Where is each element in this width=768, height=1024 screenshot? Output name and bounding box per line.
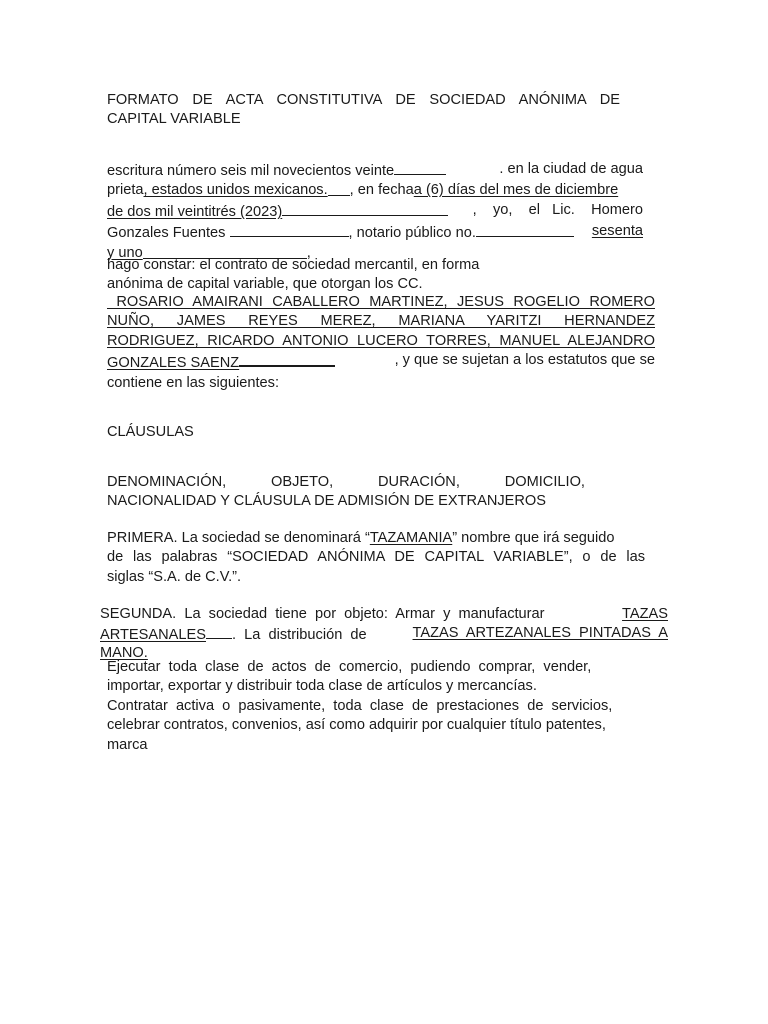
product-name: TAZAS <box>622 606 668 622</box>
consta-line: anónima de capital variable, que otorgan los CC. <box>107 276 423 293</box>
blank-notary-number <box>476 222 574 237</box>
blank-otorgantes <box>239 351 335 367</box>
product-description: MANO. <box>100 644 148 661</box>
intro-text: . en la ciudad de agua <box>499 161 643 177</box>
otorgantes-names: GONZALES SAENZ <box>107 355 240 372</box>
title-line-2: CAPITAL VARIABLE <box>107 111 241 128</box>
otorgantes-text: contiene en las siguientes: <box>107 374 279 391</box>
filled-notary-number-cont: y uno <box>107 244 143 261</box>
consta-line: hago constar: el contrato de sociedad mercantil, en forma <box>107 257 480 273</box>
filled-notary-number: sesenta <box>591 223 643 240</box>
intro-paragraph <box>107 160 643 263</box>
otorgantes-text: , y que se sujetan a los estatutos que se <box>394 352 655 369</box>
section-heading <box>107 473 585 512</box>
clause-text: PRIMERA. La sociedad se denominará “ <box>107 530 370 546</box>
blank-country <box>328 181 350 196</box>
company-name: TAZAMANIA <box>369 530 453 546</box>
blank-year <box>282 201 448 216</box>
intro-text: , <box>306 244 311 261</box>
filled-year: de dos mil veintitrés (2023) <box>107 203 283 220</box>
intro-text: , notario público no. <box>348 225 476 242</box>
clause-text: siglas “S.A. de C.V.”. <box>107 568 242 585</box>
otorgantes-names: RODRIGUEZ, RICARDO ANTONIO LUCERO TORRES, MANUEL ALEJANDRO <box>107 332 655 349</box>
clause-text: . La distribución de <box>231 627 367 644</box>
heading-word: DURACIÓN, <box>378 474 460 490</box>
clause-text: ” nombre que irá seguido <box>452 530 615 546</box>
intro-text: , yo, el Lic. Homero <box>472 201 643 218</box>
intro-text: prieta <box>107 182 144 199</box>
filled-date: a (6) días del mes de diciembre <box>413 182 619 199</box>
blank-notary-name <box>230 222 349 237</box>
heading-word: DOMICILIO, <box>504 474 585 490</box>
heading-word: DENOMINACIÓN, <box>107 474 227 490</box>
intro-text: escritura número seis mil novecientos veinte <box>107 163 395 179</box>
objeto-line: Ejecutar toda clase de actos de comercio, pudiendo comprar, vender, <box>107 659 592 675</box>
product-name: ARTESANALES <box>100 627 206 644</box>
otorgantes-paragraph <box>107 293 655 393</box>
clause-text: de las palabras “SOCIEDAD ANÓNIMA DE CAPITAL VARIABLE”, o de las <box>107 549 645 566</box>
clause-text: SEGUNDA. La sociedad tiene por objeto: Armar y manufacturar <box>100 606 545 622</box>
document-title <box>107 91 620 130</box>
blank-escritura <box>394 160 446 175</box>
intro-text: Gonzales Fuentes <box>107 225 226 242</box>
heading-line-2: NACIONALIDAD Y CLÁUSULA DE ADMISIÓN DE EXTRANJEROS <box>107 493 547 510</box>
clausulas-heading: CLÁUSULAS <box>107 424 194 440</box>
clause-segunda <box>100 605 668 661</box>
objeto-paragraph <box>107 658 627 755</box>
clause-primera <box>107 529 645 587</box>
intro-text: , en fecha <box>349 182 414 199</box>
product-description: TAZAS ARTEZANALES PINTADAS A <box>412 625 668 642</box>
objeto-line: Contratar activa o pasivamente, toda clase de prestaciones de servicios, <box>107 697 613 714</box>
heading-word: OBJETO, <box>271 474 334 490</box>
otorgantes-names: ROSARIO AMAIRANI CABALLERO MARTINEZ, JESUS ROGELIO ROMERO <box>107 294 655 310</box>
filled-country: , estados unidos mexicanos. <box>143 182 328 199</box>
objeto-line: celebrar contratos, convenios, así como adquirir por cualquier título patentes, <box>107 717 606 734</box>
blank-product <box>206 624 232 639</box>
objeto-line: marca <box>107 736 148 753</box>
title-line-1: FORMATO DE ACTA CONSTITUTIVA DE SOCIEDAD ANÓNIMA DE <box>107 92 620 108</box>
consta-paragraph <box>107 256 507 295</box>
objeto-line: importar, exportar y distribuir toda clase de artículos y mercancías. <box>107 678 537 695</box>
otorgantes-names: NUÑO, JAMES REYES MEREZ, MARIANA YARITZI HERNANDEZ <box>107 313 655 330</box>
